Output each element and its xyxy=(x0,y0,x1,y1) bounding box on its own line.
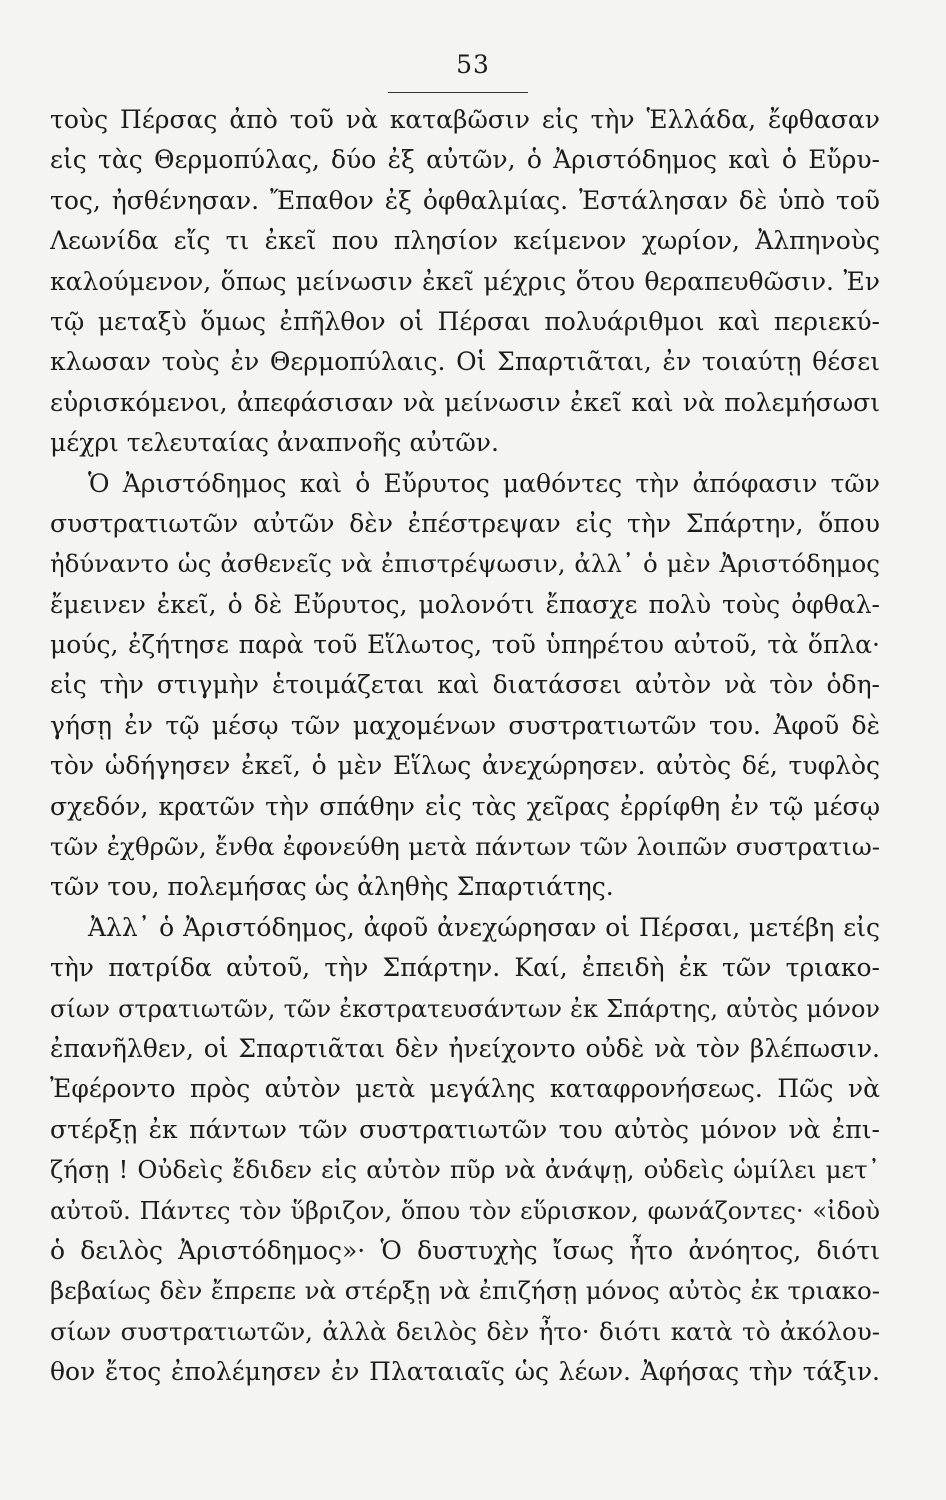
text-line: τος, ἠσθένησαν. Ἔπαθον ἐξ ὀφθαλμίας. Ἐστάλησαν δὲ ὑπὸ τοῦ xyxy=(50,185,880,215)
text-line: στέρξῃ ἐκ πάντων τῶν συστρατιωτῶν του αὐτὸς μόνον νὰ ἐπι- xyxy=(50,1114,880,1144)
text-line: σίων στρατιωτῶν, τῶν ἐκστρατευσάντων ἐκ Σπάρτης, αὐτὸς μόνον xyxy=(50,994,880,1023)
text-line: εἰς τὴν στιγμὴν ἑτοιμάζεται καὶ διατάσσει αὐτὸν νὰ τὸν ὁδη- xyxy=(50,670,880,700)
text-line: τῶν ἐχθρῶν, ἔνθα ἐφονεύθη μετὰ πάντων τῶν λοιπῶν συστρατιω- xyxy=(50,832,880,862)
text-line: ὁ δειλὸς Ἀριστόδημος»· Ὁ δυστυχὴς ἴσως ἦτο ἀνόητος, διότι xyxy=(50,1235,880,1265)
text-line: τὸν ὡδήγησεν ἐκεῖ, ὁ μὲν Εἵλως ἀνεχώρησεν. αὐτὸς δέ, τυφλὸς xyxy=(50,751,880,781)
text-line: σίων συστρατιωτῶν, ἀλλὰ δειλὸς δὲν ἦτο· διότι κατὰ τὸ ἀκόλου- xyxy=(50,1316,880,1346)
text-line: καλούμενον, ὅπως μείνωσιν ἐκεῖ μέχρις ὅτου θεραπευθῶσιν. Ἐν xyxy=(50,266,880,296)
text-line: βεβαίως δὲν ἔπρεπε νὰ στέρξῃ νὰ ἐπιζήσῃ μόνος αὐτὸς ἐκ τριακο- xyxy=(50,1276,880,1306)
text-line: τῷ μεταξὺ ὅμως ἐπῆλθον οἱ Πέρσαι πολυάριθμοι καὶ περιεκύ- xyxy=(50,306,880,336)
text-line: τῶν του, πολεμήσας ὡς ἀληθὴς Σπαρτιάτης. xyxy=(50,872,614,902)
text-line: σχεδόν, κρατῶν τὴν σπάθην εἰς τὰς χεῖρας ἐρρίφθη ἐν τῷ μέσῳ xyxy=(50,791,880,821)
text-line: αὐτοῦ. Πάντες τὸν ὕβριζον, ὅπου τὸν εὕρισκον, φωνάζοντες· «ἰδοὺ xyxy=(50,1196,880,1225)
text-line: Ἀλλ᾽ ὁ Ἀριστόδημος, ἀφοῦ ἀνεχώρησαν οἱ Πέρσαι, μετέβη εἰς xyxy=(88,912,880,942)
text-line: Ἐφέροντο πρὸς αὐτὸν μετὰ μεγάλης καταφρονήσεως. Πῶς νὰ xyxy=(50,1074,880,1104)
text-line: Ὁ Ἀριστόδημος καὶ ὁ Εὔρυτος μαθόντες τὴν ἀπόφασιν τῶν xyxy=(88,468,880,498)
text-line: τοὺς Πέρσας ἀπὸ τοῦ νὰ καταβῶσιν εἰς τὴν Ἑλλάδα, ἔφθασαν xyxy=(50,105,880,134)
text-line: κλωσαν τοὺς ἐν Θερμοπύλαις. Οἱ Σπαρτιᾶται, ἐν τοιαύτῃ θέσει xyxy=(50,347,880,377)
header-rule xyxy=(388,92,528,93)
text-line: ἔμεινεν ἐκεῖ, ὁ δὲ Εὔρυτος, μολονότι ἔπασχε πολὺ τοὺς ὀφθαλ- xyxy=(50,589,880,619)
body-text xyxy=(50,100,880,1393)
text-line: ἠδύναντο ὡς ἀσθενεῖς νὰ ἐπιστρέψωσιν, ἀλλ᾽ ὁ μὲν Ἀριστόδημος xyxy=(50,549,880,579)
text-line: μέχρι τελευταίας ἀναπνοῆς αὐτῶν. xyxy=(50,428,499,458)
text-line: μούς, ἐζήτησε παρὰ τοῦ Εἵλωτος, τοῦ ὑπηρέτου αὐτοῦ, τὰ ὅπλα· xyxy=(50,630,880,660)
page-number: 53 xyxy=(456,50,490,79)
text-line: τὴν πατρίδα αὐτοῦ, τὴν Σπάρτην. Καί, ἐπειδὴ ἐκ τῶν τριακο- xyxy=(50,953,880,983)
text-line: Λεωνίδα εἴς τι ἐκεῖ που πλησίον κείμενον χωρίον, Ἀλπηνοὺς xyxy=(50,226,880,256)
text-line: θον ἔτος ἐπολέμησεν ἐν Πλαταιαῖς ὡς λέων. Ἀφήσας τὴν τάξιν. xyxy=(50,1357,880,1387)
text-line: ἐπανῆλθεν, οἱ Σπαρτιᾶται δὲν ἠνείχοντο οὐδὲ νὰ τὸν βλέπωσιν. xyxy=(50,1033,880,1063)
text-line: γήσῃ ἐν τῷ μέσῳ τῶν μαχομένων συστρατιωτῶν του. Ἀφοῦ δὲ xyxy=(50,710,880,740)
text-line: συστρατιωτῶν αὐτῶν δὲν ἐπέστρεψαν εἰς τὴν Σπάρτην, ὅπου xyxy=(50,508,880,538)
text-line: εἰς τὰς Θερμοπύλας, δύο ἐξ αὐτῶν, ὁ Ἀριστόδημος καὶ ὁ Εὔρυ- xyxy=(50,145,880,175)
text-line: εὑρισκόμενοι, ἀπεφάσισαν νὰ μείνωσιν ἐκεῖ καὶ νὰ πολεμήσωσι xyxy=(50,387,880,417)
text-line: ζήσῃ ! Οὐδεὶς ἔδιδεν εἰς αὐτὸν πῦρ νὰ ἀνάψῃ, οὐδεὶς ὡμίλει μετ᾽ xyxy=(50,1155,880,1185)
